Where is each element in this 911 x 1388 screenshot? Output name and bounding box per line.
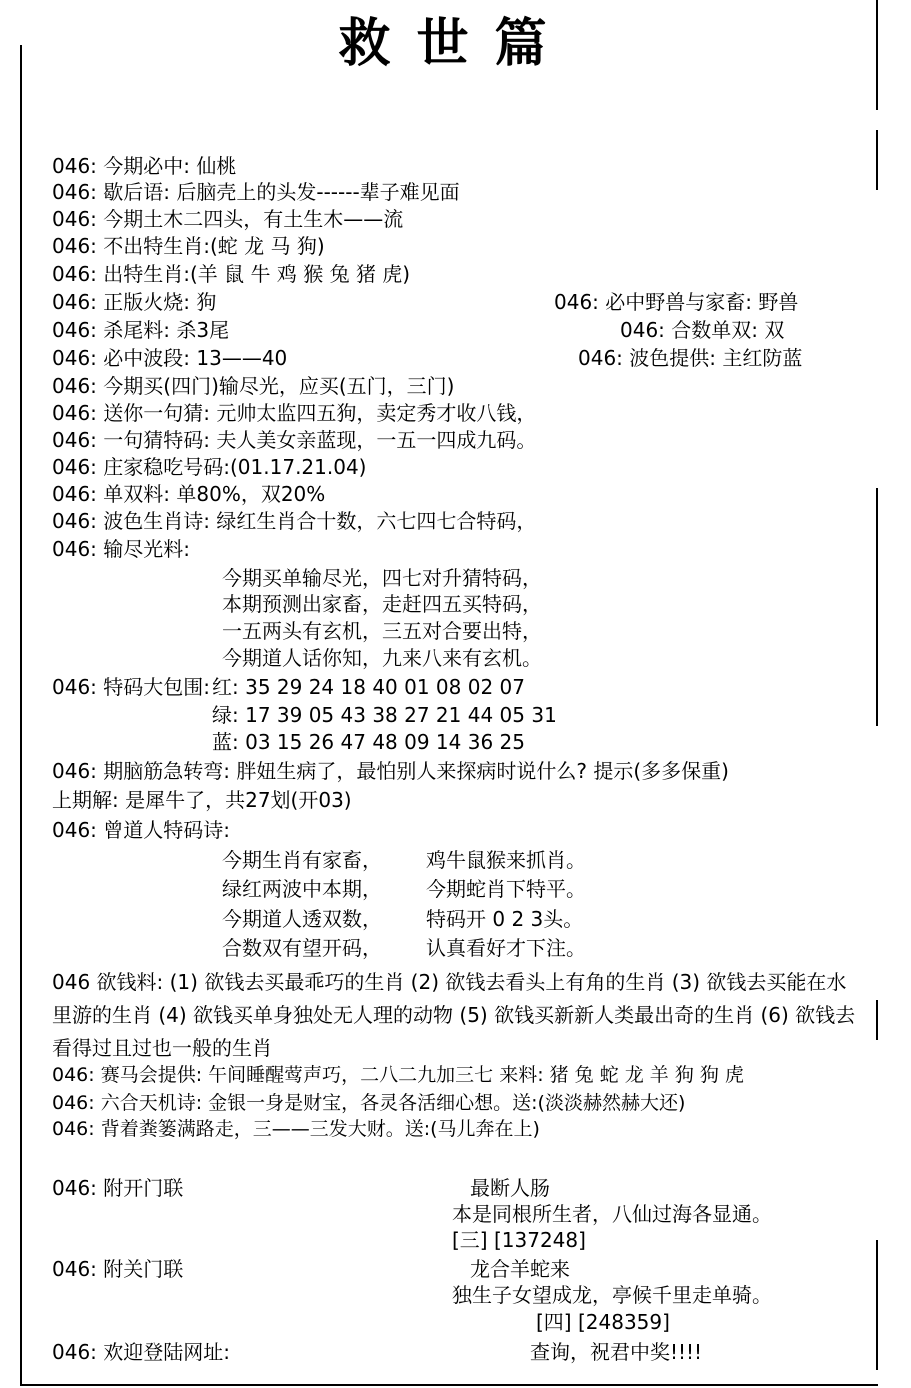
poem-line: 一五两头有玄机，三五对合要出特，: [222, 619, 542, 643]
color-numbers-label: 046: 特码大包围:: [52, 675, 211, 699]
right-text-line: 046: 合数单双: 双: [620, 318, 785, 342]
last-answer-line: 上期解: 是犀牛了，共27划(开03): [52, 788, 352, 812]
text-line: 046: 赛马会提供: 午间睡醒莺声巧，二八二九加三七 来料: 猪 兔 蛇 龙 羊 狗 狗 虎: [52, 1064, 744, 1086]
money-paragraph: 046 欲钱料: (1) 欲钱去买最乖巧的生肖 (2) 欲钱去看头上有角的生肖 (3) 欲钱去买能在水里游的生肖 (4) 欲钱买单身独处无人理的动物 (5) 欲钱买新新人类最出奇的生肖 (6) 欲钱去看得过且过也一般的生肖: [52, 970, 856, 1060]
frame-right-border-5: [876, 1240, 878, 1370]
text-line: 046: 输尽光料:: [52, 537, 191, 561]
blue-numbers: 蓝: 03 15 26 47 48 09 14 36 25: [212, 730, 525, 754]
footer-label: 046: 欢迎登陆网址:: [52, 1340, 231, 1364]
text-line: 046: 背着粪篓满路走，三——三发大财。送:(马儿奔在上): [52, 1118, 540, 1140]
frame-bottom-border: [20, 1384, 878, 1386]
poem2-right: 今期蛇肖下特平。: [426, 877, 586, 901]
poem2-left: 合数双有望开码，: [222, 936, 382, 960]
right-text-line: 046: 必中野兽与家畜: 野兽: [554, 290, 799, 314]
text-line: 046: 歇后语: 后脑壳上的头发------辈子难见面: [52, 180, 460, 204]
close-couplet-label: 046: 附关门联: [52, 1257, 184, 1281]
frame-right-border-3: [876, 488, 878, 726]
text-line: 046: 波色生肖诗: 绿红生肖合十数，六七四七合特码，: [52, 509, 537, 533]
text-line: 046: 必中波段: 13——40: [52, 346, 288, 370]
poem2-label: 046: 曾道人特码诗:: [52, 818, 231, 842]
text-line: 046: 不出特生肖:(蛇 龙 马 狗): [52, 234, 325, 258]
text-line: 046: 今期买(四门)输尽光，应买(五门，三门): [52, 374, 455, 398]
poem-line: 今期买单输尽光，四七对升猜特码，: [222, 566, 542, 590]
right-text-line: 046: 波色提供: 主红防蓝: [578, 346, 803, 370]
poem2-right: 鸡牛鼠猴来抓肖。: [426, 848, 586, 872]
footer-right-text: 查询，祝君中奖!!!!: [530, 1340, 703, 1364]
open-couplet-text: 本是同根所生者，八仙过海各显通。: [452, 1202, 772, 1226]
close-couplet-text: 独生子女望成龙，亭候千里走单骑。: [452, 1283, 772, 1307]
poem2-left: 绿红两波中本期，: [222, 877, 382, 901]
poem-line: 今期道人话你知，九来八来有玄机。: [222, 646, 542, 670]
text-line: 046: 今期必中: 仙桃: [52, 154, 237, 178]
text-line: 046: 一句猜特码: 夫人美女亲蓝现，一五一四成九码。: [52, 428, 537, 452]
poem2-right: 特码开 0 2 3头。: [426, 907, 584, 931]
frame-left-border: [20, 45, 22, 1385]
frame-right-border-2: [876, 130, 878, 190]
close-couplet-code: [四] [248359]: [536, 1310, 670, 1334]
poem2-left: 今期生肖有家畜，: [222, 848, 382, 872]
page-title: 救世篇: [338, 13, 573, 74]
text-line: 046: 杀尾料: 杀3尾: [52, 318, 230, 342]
open-couplet-code: [三] [137248]: [452, 1228, 586, 1252]
text-line: 046: 今期土木二四头，有土生木——流: [52, 207, 404, 231]
text-line: 046: 六合天机诗: 金银一身是财宝，各灵各活细心想。送:(淡淡赫然赫大还): [52, 1092, 686, 1114]
poem-line: 本期预测出家畜，走赶四五买特码，: [222, 592, 542, 616]
poem2-right: 认真看好才下注。: [426, 936, 586, 960]
red-numbers: 红: 35 29 24 18 40 01 08 02 07: [212, 675, 525, 699]
green-numbers: 绿: 17 39 05 43 38 27 21 44 05 31: [212, 703, 557, 727]
text-line: 046: 正版火烧: 狗: [52, 290, 217, 314]
text-line: 046: 单双料: 单80%，双20%: [52, 482, 326, 506]
riddle-line: 046: 期脑筋急转弯: 胖妞生病了，最怕别人来探病时说什么? 提示(多多保重): [52, 759, 729, 783]
frame-right-border-4: [876, 1000, 878, 1040]
text-line: 046: 庄家稳吃号码:(01.17.21.04): [52, 455, 367, 479]
text-line: 046: 出特生肖:(羊 鼠 牛 鸡 猴 兔 猪 虎): [52, 262, 411, 286]
poem2-left: 今期道人透双数，: [222, 907, 382, 931]
text-line: 046: 送你一句猜: 元帅太监四五狗，卖定秀才收八钱，: [52, 401, 537, 425]
open-couplet-heading: 最断人肠: [470, 1176, 550, 1200]
close-couplet-heading: 龙合羊蛇来: [470, 1257, 570, 1281]
open-couplet-label: 046: 附开门联: [52, 1176, 184, 1200]
